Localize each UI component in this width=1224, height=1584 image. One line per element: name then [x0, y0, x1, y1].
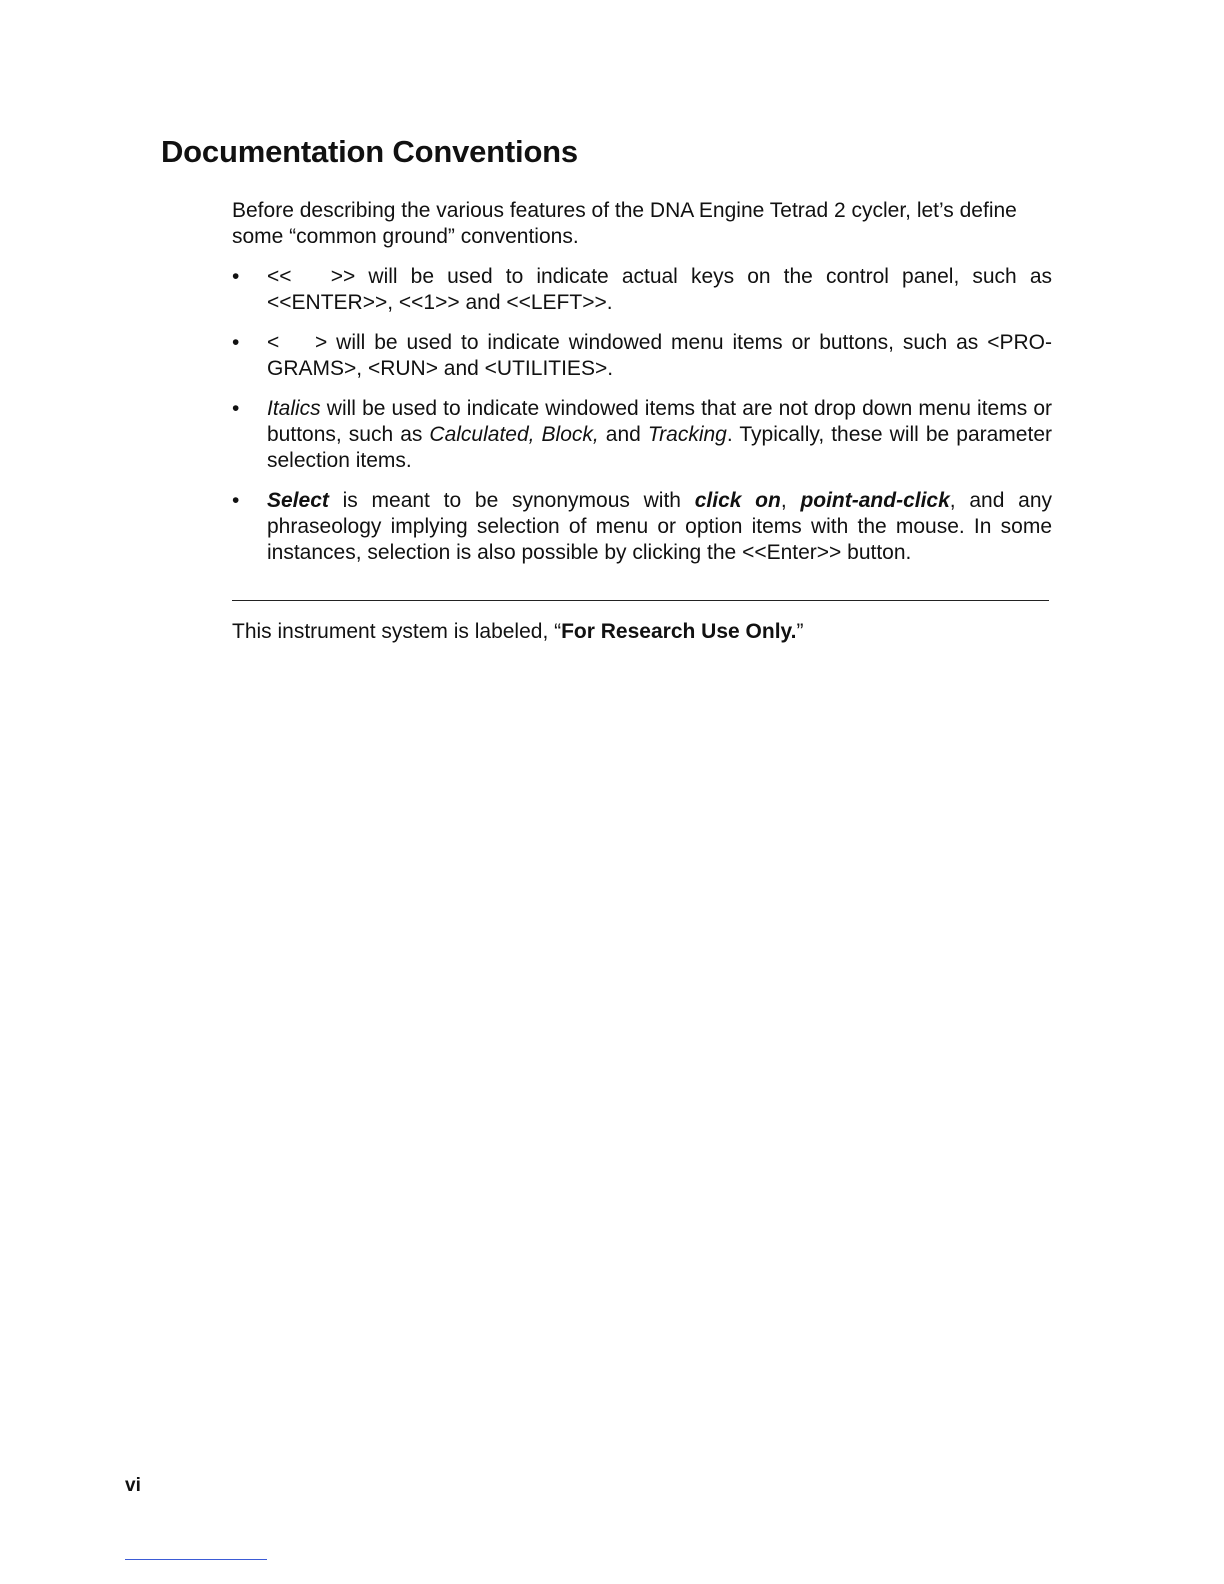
text-fragment: . Typically, these will be parameter selection items. [267, 423, 1052, 472]
bullet-icon: • [232, 489, 240, 512]
notice-bold-text: For Research Use Only. [561, 620, 797, 643]
list-item-menu-convention [232, 330, 1052, 382]
conventions-body [232, 198, 1058, 580]
list-item-key-convention [232, 264, 1058, 316]
notice-text: This instrument system is labeled, “ [232, 620, 562, 643]
italic-example: Tracking [647, 423, 727, 446]
research-use-notice [232, 619, 803, 645]
list-item-text [267, 489, 1052, 564]
bold-italic-term: Select [267, 489, 329, 512]
italic-example: Calculated, Block, [429, 423, 599, 446]
footer-divider [125, 1559, 267, 1560]
bullet-icon: • [232, 265, 240, 288]
page-number: vi [125, 1475, 141, 1496]
page-title: Documentation Conventions [161, 134, 578, 169]
italic-term: Italics [267, 397, 321, 420]
text-fragment: , and any phraseology implying selection of menu or option items with the mouse. In some instances, selection is also possible by clicking the <<Enter>> button. [267, 489, 1053, 564]
text-fragment: will be used to indicate windowed items that are not drop down menu items or buttons, such as [267, 397, 1052, 446]
section-divider [232, 600, 1049, 601]
conventions-list [232, 264, 1058, 566]
list-item-italics-convention [232, 396, 1052, 474]
text-fragment: and [598, 423, 648, 446]
list-item-text: << >> will be used to indicate actual keys on the control panel, such as <<ENTER>>, <<1>> and <<LEFT>>. [267, 265, 1058, 314]
text-fragment: , [780, 489, 801, 512]
bullet-icon: • [232, 397, 240, 420]
intro-paragraph: Before describing the various features of the DNA Engine Tetrad 2 cycler, let’s define some “common ground” conventions. [232, 199, 1017, 248]
bold-italic-term: point-and-click [800, 489, 950, 512]
list-item-select-convention [232, 488, 1052, 566]
list-item-text: < > will be used to indicate windowed menu items or buttons, such as <PRO-GRAMS>, <RUN> and <UTILITIES>. [267, 331, 1052, 380]
bullet-icon: • [232, 331, 240, 354]
bold-italic-term: click on [694, 489, 781, 512]
text-fragment: is meant to be synonymous with [328, 489, 695, 512]
list-item-text [267, 397, 1052, 472]
notice-text: ” [796, 620, 804, 643]
